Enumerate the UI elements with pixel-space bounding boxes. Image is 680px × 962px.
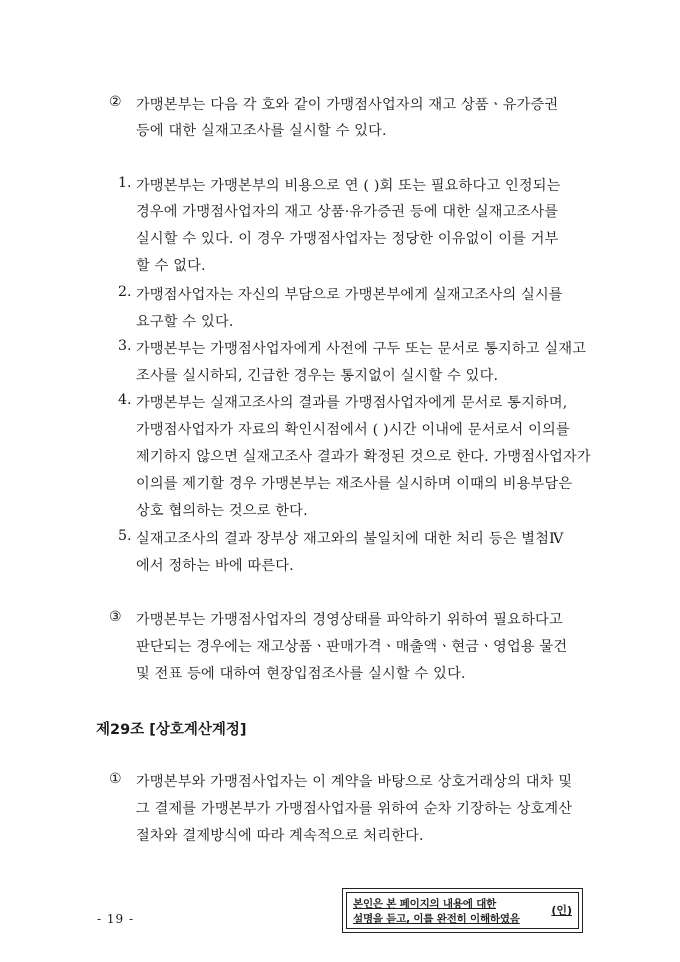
item-text-line: 에서 정하는 바에 따른다.	[136, 558, 294, 574]
clause-text-line: 가맹본부는 다음 각 호와 같이 가맹점사업자의 재고 상품ㆍ유가증권	[136, 97, 559, 113]
item-text-line: 가맹본부는 가맹본부의 비용으로 연 ( )회 또는 필요하다고 인정되는	[136, 178, 561, 194]
clause-text-line: 가맹본부와 가맹점사업자는 이 계약을 바탕으로 상호거래상의 대차 및	[136, 774, 573, 790]
item-text-line: 가맹점사업자가 자료의 확인시점에서 ( )시간 이내에 문서로서 이의를	[136, 422, 570, 438]
item-text-line: 이의를 제기할 경우 가맹본부는 재조사를 실시하며 이때의 비용부담은	[136, 476, 573, 492]
item-number: 4.	[118, 392, 132, 408]
confirmation-text-line: 본인은 본 페이지의 내용에 대한	[353, 898, 497, 910]
item-number: 3.	[118, 338, 132, 354]
item-text-line: 가맹점사업자는 자신의 부담으로 가맹본부에게 실재고조사의 실시를	[136, 287, 563, 303]
clause-marker: ③	[109, 609, 122, 625]
item-text-line: 할 수 없다.	[136, 258, 206, 274]
item-text-line: 가맹본부는 실재고조사의 결과를 가맹점사업자에게 문서로 통지하며,	[136, 395, 568, 411]
clause-text-line: 절차와 결제방식에 따라 계속적으로 처리한다.	[136, 828, 424, 844]
item-text-line: 상호 협의하는 것으로 한다.	[136, 503, 308, 519]
item-number: 1.	[118, 175, 132, 191]
confirmation-box	[342, 888, 583, 933]
clause-text-line: 및 전표 등에 대하여 현장입점조사를 실시할 수 있다.	[136, 666, 466, 682]
item-text-line: 실시할 수 있다. 이 경우 가맹점사업자는 정당한 이유없이 이를 거부	[136, 231, 559, 247]
page-number: - 19 -	[97, 912, 135, 926]
seal-mark: (인)	[551, 904, 572, 917]
item-text-line: 가맹본부는 가맹점사업자에게 사전에 구두 또는 문서로 통지하고 실재고	[136, 341, 587, 357]
clause-text-line: 등에 대한 실재고조사를 실시할 수 있다.	[136, 123, 387, 139]
item-text-line: 실재고조사의 결과 장부상 재고와의 불일치에 대한 처리 등은 별첨Ⅳ	[136, 531, 564, 547]
clause-text-line: 판단되는 경우에는 재고상품ㆍ판매가격ㆍ매출액ㆍ현금ㆍ영업용 물건	[136, 639, 568, 655]
clause-marker: ①	[109, 771, 122, 787]
clause-marker: ②	[109, 94, 122, 110]
clause-text-line: 그 결제를 가맹본부가 가맹점사업자를 위하여 순차 기장하는 상호계산	[136, 801, 573, 817]
item-text-line: 요구할 수 있다.	[136, 314, 234, 330]
clause-text-line: 가맹본부는 가맹점사업자의 경영상태를 파악하기 위하여 필요하다고	[136, 612, 563, 628]
confirmation-box-inner	[346, 892, 579, 929]
item-text-line: 경우에 가맹점사업자의 재고 상품·유가증권 등에 대한 실재고조사를	[136, 204, 559, 220]
article-title: 제29조 [상호계산계정]	[96, 722, 247, 738]
confirmation-text-line: 설명을 듣고, 이를 완전히 이해하였음	[353, 913, 520, 925]
item-number: 5.	[118, 528, 132, 544]
item-text-line: 제기하지 않으면 실재고조사 결과가 확정된 것으로 한다. 가맹점사업자가	[136, 449, 591, 465]
item-number: 2.	[118, 284, 132, 300]
item-text-line: 조사를 실시하되, 긴급한 경우는 통지없이 실시할 수 있다.	[136, 368, 499, 384]
